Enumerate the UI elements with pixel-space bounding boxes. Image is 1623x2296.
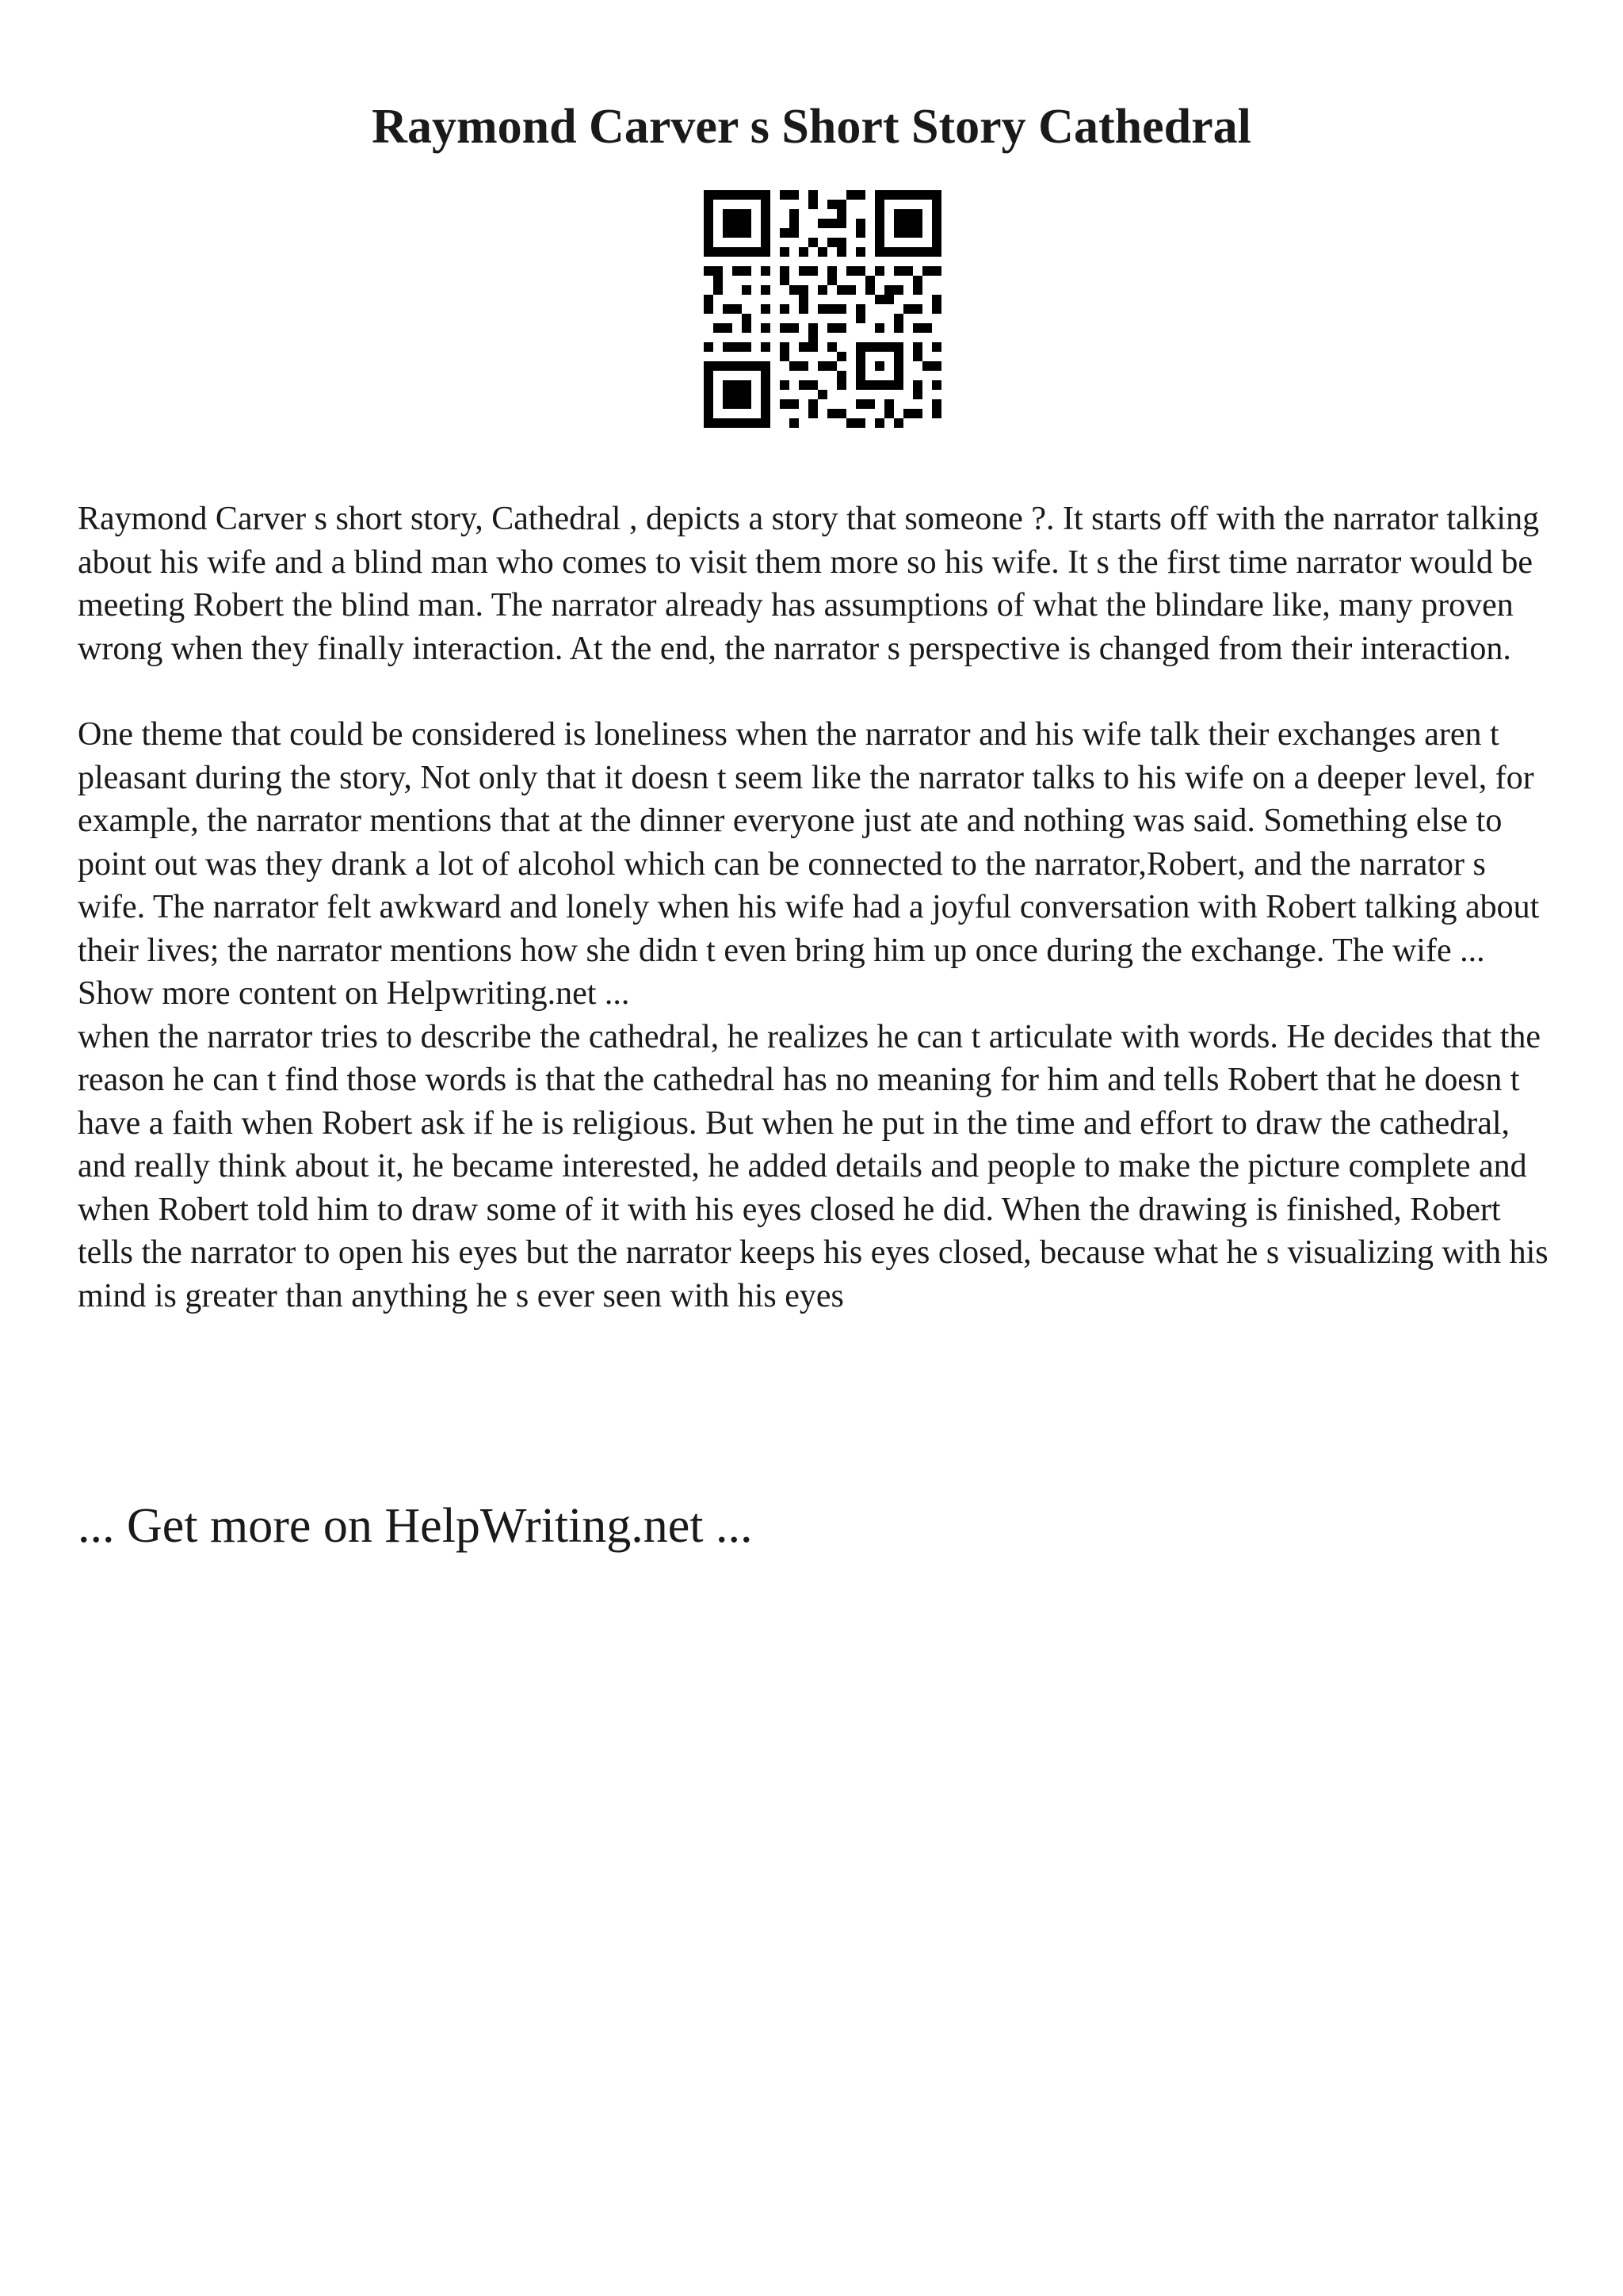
paragraph-intro: Raymond Carver s short story, Cathedral , depicts a story that someone ?. It starts off with the narrator talking about his wife and a blind man who comes to visit them more so his wife. It s the first time narrator would be meeting Robert the blind man. The narrator already has assumptions of what the blindare like, many proven wrong when they finally interaction. At the end, the narrator s perspective is changed from their interaction. [78, 501, 1540, 667]
page-title: Raymond Carver s Short Story Cathedral [372, 100, 1251, 154]
paragraph-gap [78, 670, 1560, 713]
paragraph-theme: One theme that could be considered is loneliness when the narrator and his wife talk their exchanges aren t pleasant during the story, Not only that it doesn t seem like the narrator talks to his wife on a deeper level, for example, the narrator mentions that at the dinner everyone just ate and nothing was said. Something else to point out was they drank a lot of alcohol which can be connected to the narrator,Robert, and the narrator s wife. The narrator felt awkward and lonely when his wife had a joyful conversation with Robert talking about their lives; the narrator mentions how she didn t even bring him up once during the exchange. The wife ... Show more content on Helpwriting.net ... [78, 716, 1540, 1012]
article-body [78, 498, 1560, 1318]
paragraph-conclusion: when the narrator tries to describe the cathedral, he realizes he can t articulate with words. He decides that the reason he can t find those words is that the cathedral has no meaning for him and tells Robert that he doesn t have a faith when Robert ask if he is religious. But when he put in the time and effort to draw the cathedral, and really think about it, he became interested, he added details and people to make the picture complete and when Robert told him to draw some of it with his eyes closed he did. When the drawing is finished, Robert tells the narrator to open his eyes but the narrator keeps his eyes closed, because what he s visualizing with his mind is greater than anything he s ever seen with his eyes [78, 1018, 1549, 1314]
get-more-link[interactable]: ... Get more on HelpWriting.net ... [78, 1499, 753, 1553]
qr-code [704, 190, 941, 428]
